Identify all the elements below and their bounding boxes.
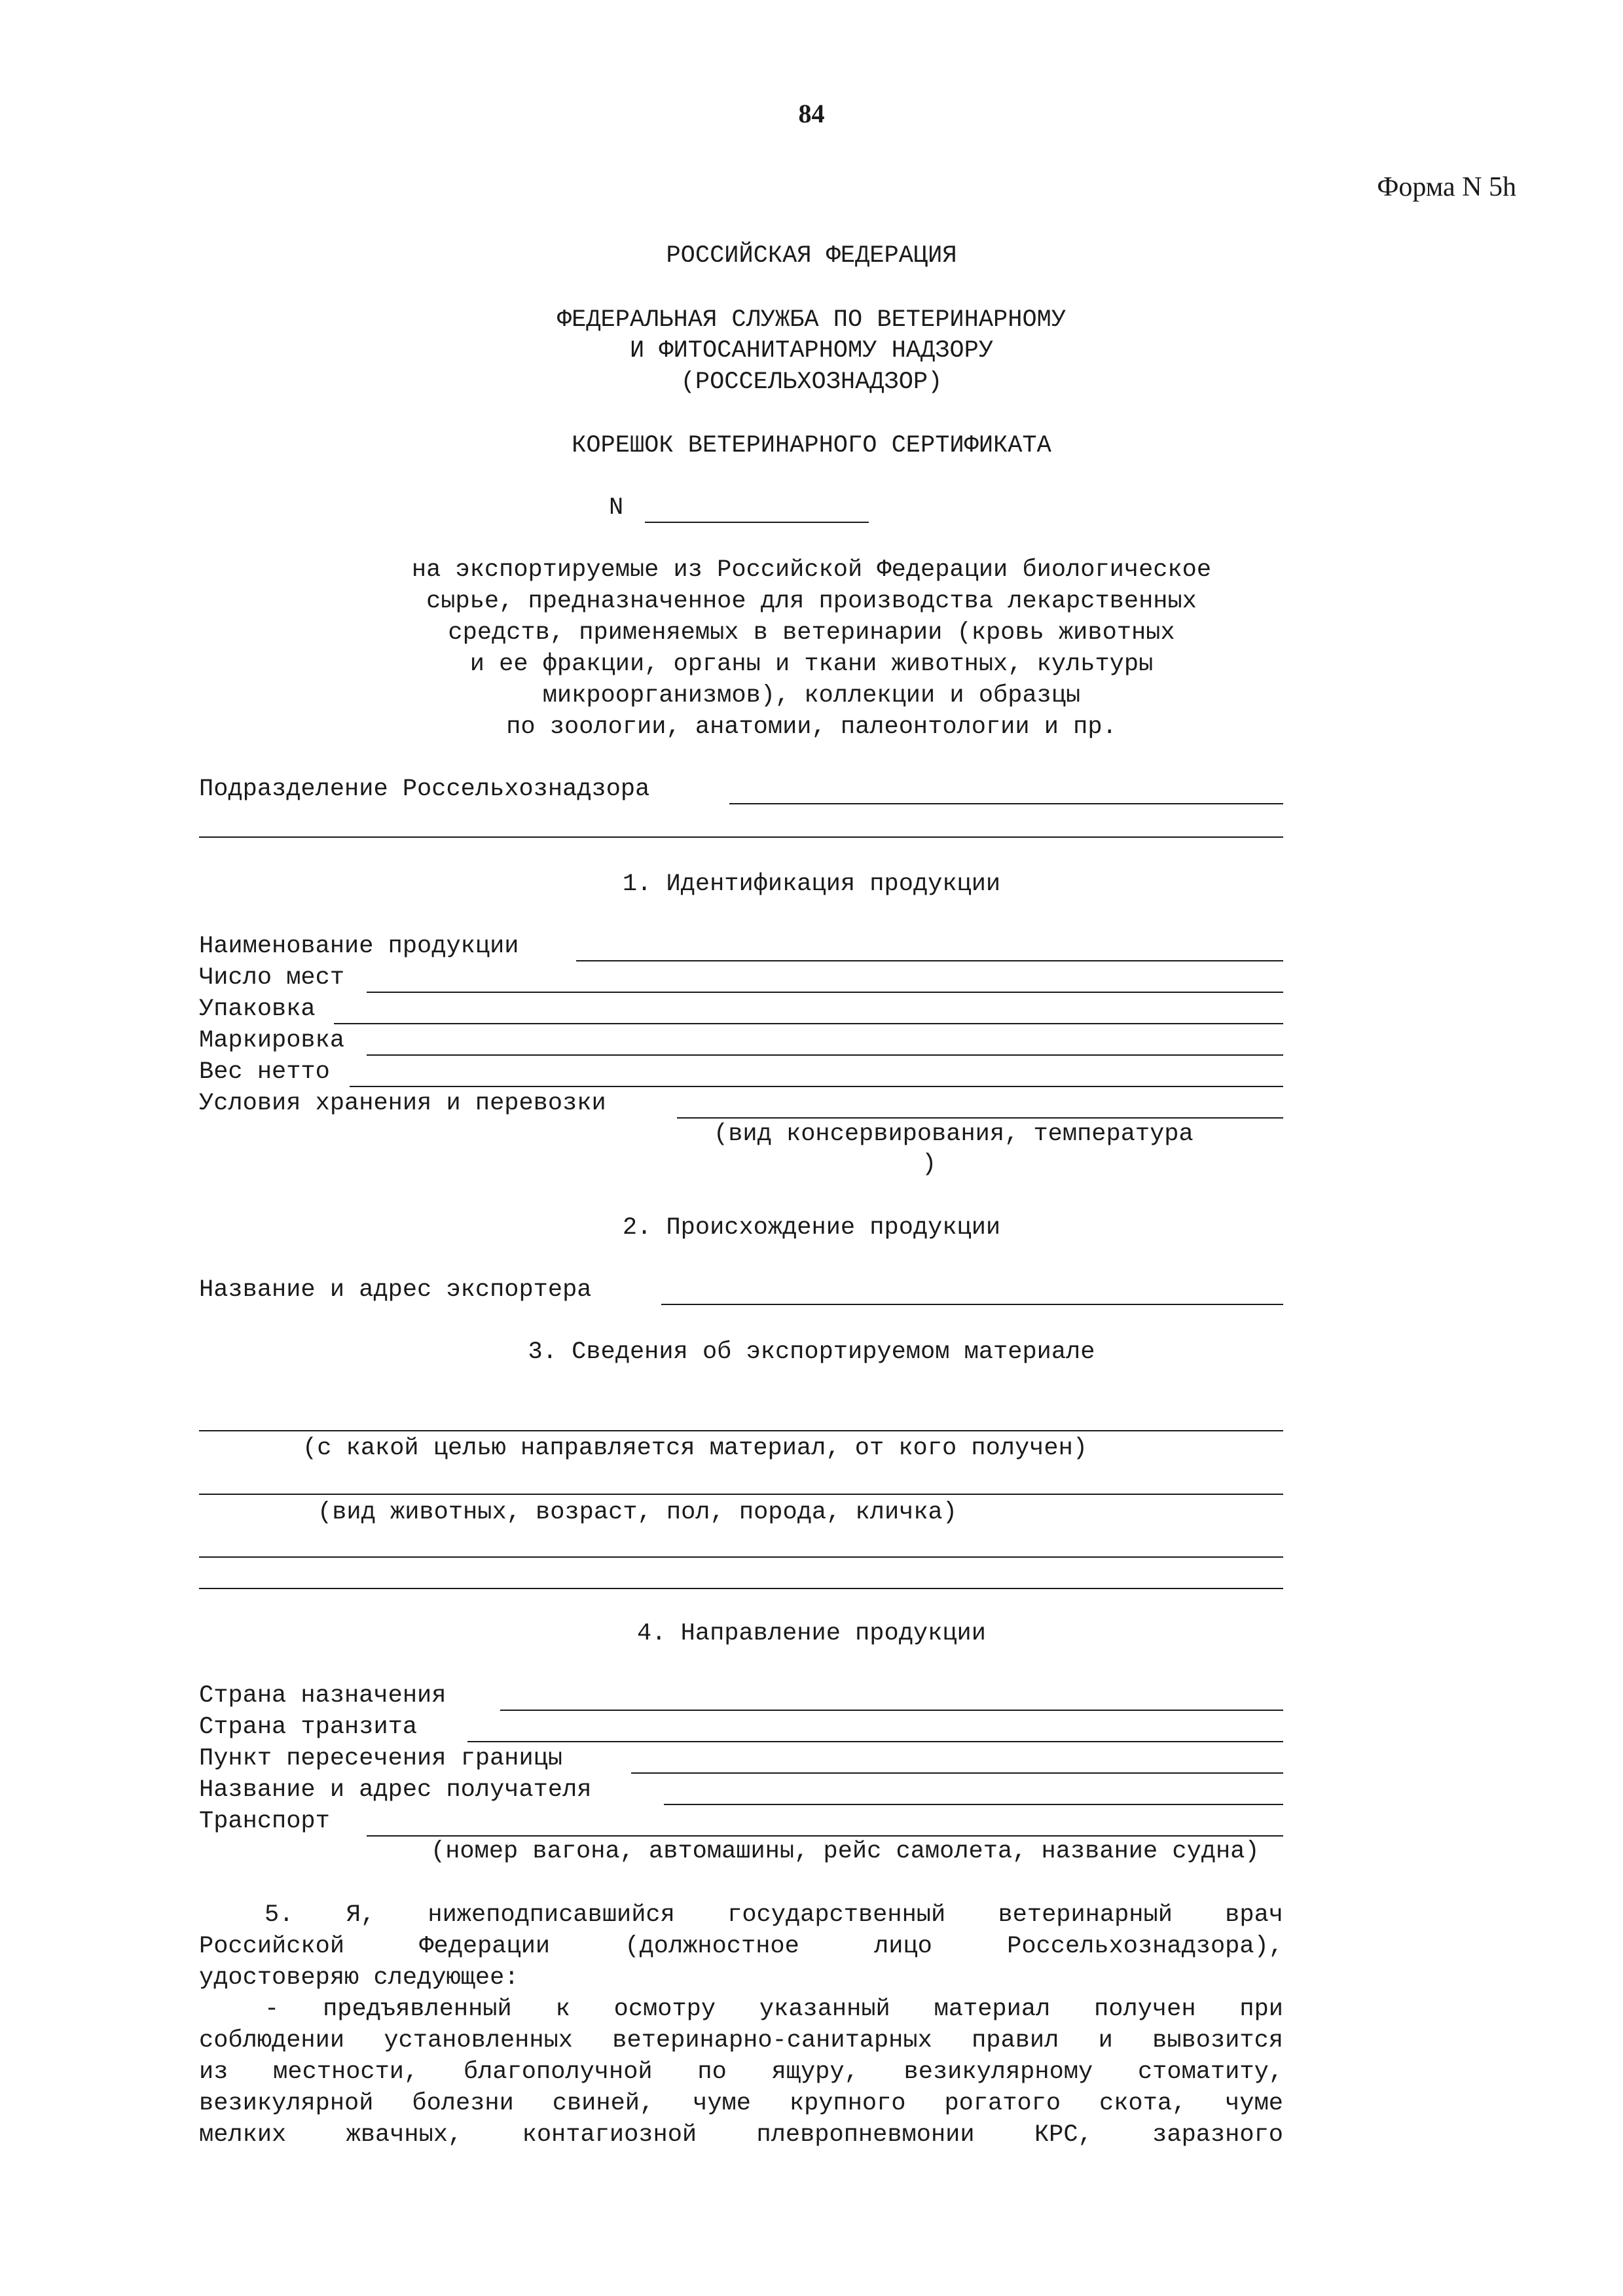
form-label: Форма N 5h — [1377, 172, 1516, 202]
section2-title: 2. Происхождение продукции — [622, 1214, 1001, 1242]
packaging-line[interactable] — [334, 1023, 1283, 1024]
packaging-label: Упаковка — [199, 996, 316, 1023]
material-purpose-line[interactable] — [199, 1430, 1283, 1431]
places-count-line[interactable] — [367, 992, 1283, 993]
destination-country-line[interactable] — [500, 1710, 1283, 1711]
division-line[interactable] — [729, 803, 1283, 804]
page-number: 84 — [798, 99, 825, 128]
section4-title: 4. Направление продукции — [637, 1620, 986, 1647]
net-weight-field — [199, 1058, 1283, 1090]
attestation-line: удостоверяю следующее: — [199, 1964, 519, 1992]
storage-conditions-field — [199, 1090, 1283, 1121]
extra-line-1[interactable] — [199, 1556, 1283, 1558]
certificate-number-line[interactable] — [645, 522, 869, 523]
division-line-2[interactable] — [199, 836, 1283, 838]
section1-title: 1. Идентификация продукции — [622, 870, 1001, 898]
animal-info-note: (вид животных, возраст, пол, порода, кличка) — [318, 1499, 957, 1526]
storage-note-close: ) — [922, 1151, 937, 1178]
net-weight-line[interactable] — [350, 1086, 1283, 1087]
product-name-line[interactable] — [576, 960, 1283, 961]
transport-field — [199, 1808, 1283, 1839]
transport-line[interactable] — [367, 1835, 1283, 1837]
subtitle-line: сырье, предназначенное для производства лекарственных — [426, 588, 1197, 615]
attestation-line: из местности, благополучной по ящуру, везикулярному стоматиту, — [199, 2058, 1283, 2086]
attestation-line: соблюдении установленных ветеринарно-санитарных правил и вывозится — [199, 2027, 1283, 2054]
attestation-line: - предъявленный к осмотру указанный материал получен при — [264, 1996, 1283, 2023]
subtitle-line: по зоологии, анатомии, палеонтологии и пр. — [506, 713, 1117, 741]
destination-country-field — [199, 1682, 1283, 1713]
transport-note: (номер вагона, автомашины, рейс самолета, название судна) — [431, 1838, 1260, 1865]
transport-label: Транспорт — [199, 1808, 330, 1835]
attestation-line: Российской Федерации (должностное лицо Россельхознадзора), — [199, 1933, 1283, 1960]
material-purpose-note: (с какой целью направляется материал, от кого получен) — [302, 1435, 1087, 1462]
border-point-field — [199, 1745, 1283, 1776]
places-count-label: Число мест — [199, 964, 345, 992]
exporter-line[interactable] — [661, 1304, 1283, 1305]
section3-title: 3. Сведения об экспортируемом материале — [528, 1338, 1095, 1366]
border-point-line[interactable] — [631, 1772, 1283, 1774]
product-name-field — [199, 933, 1283, 964]
transit-country-field — [199, 1713, 1283, 1745]
net-weight-label: Вес нетто — [199, 1058, 330, 1086]
exporter-field — [199, 1276, 1283, 1308]
recipient-label: Название и адрес получателя — [199, 1776, 592, 1804]
subtitle-line: микроорганизмов), коллекции и образцы — [542, 682, 1081, 709]
attestation-line: везикулярной болезни свиней, чуме крупного рогатого скота, чуме — [199, 2090, 1283, 2117]
header-agency-line2: И ФИТОСАНИТАРНОМУ НАДЗОРУ — [629, 337, 994, 365]
subtitle-line: и ее фракции, органы и ткани животных, культуры — [469, 651, 1154, 678]
subtitle-line: средств, применяемых в ветеринарии (кровь животных — [448, 619, 1175, 647]
marking-line[interactable] — [367, 1054, 1283, 1056]
transit-country-label: Страна транзита — [199, 1713, 418, 1741]
marking-label: Маркировка — [199, 1027, 345, 1054]
division-field — [199, 776, 1283, 807]
transit-country-line[interactable] — [467, 1741, 1283, 1742]
animal-info-line[interactable] — [199, 1494, 1283, 1495]
extra-line-2[interactable] — [199, 1588, 1283, 1589]
packaging-field — [199, 996, 1283, 1027]
destination-country-label: Страна назначения — [199, 1682, 447, 1710]
recipient-field — [199, 1776, 1283, 1808]
storage-conditions-line[interactable] — [677, 1117, 1283, 1119]
header-agency-line1: ФЕДЕРАЛЬНАЯ СЛУЖБА ПО ВЕТЕРИНАРНОМУ — [556, 306, 1067, 334]
border-point-label: Пункт пересечения границы — [199, 1745, 563, 1772]
division-label: Подразделение Россельхознадзора — [199, 776, 650, 803]
attestation-line: мелких жвачных, контагиозной плевропневмонии КРС, заразного — [199, 2121, 1283, 2149]
storage-note: (вид консервирования, температура — [714, 1121, 1194, 1148]
document-title: КОРЕШОК ВЕТЕРИНАРНОГО СЕРТИФИКАТА — [572, 432, 1051, 459]
certificate-number-label: N — [609, 494, 624, 522]
marking-field — [199, 1027, 1283, 1058]
storage-conditions-label: Условия хранения и перевозки — [199, 1090, 606, 1117]
exporter-label: Название и адрес экспортера — [199, 1276, 592, 1304]
product-name-label: Наименование продукции — [199, 933, 519, 960]
places-count-field — [199, 964, 1283, 996]
attestation-line: 5. Я, нижеподписавшийся государственный ветеринарный врач — [264, 1901, 1283, 1929]
subtitle-line: на экспортируемые из Российской Федерации биологическое — [411, 556, 1212, 584]
recipient-line[interactable] — [664, 1804, 1283, 1805]
header-country: РОССИЙСКАЯ ФЕДЕРАЦИЯ — [666, 242, 957, 270]
header-agency-abbr: (РОССЕЛЬХОЗНАДЗОР) — [680, 368, 943, 396]
